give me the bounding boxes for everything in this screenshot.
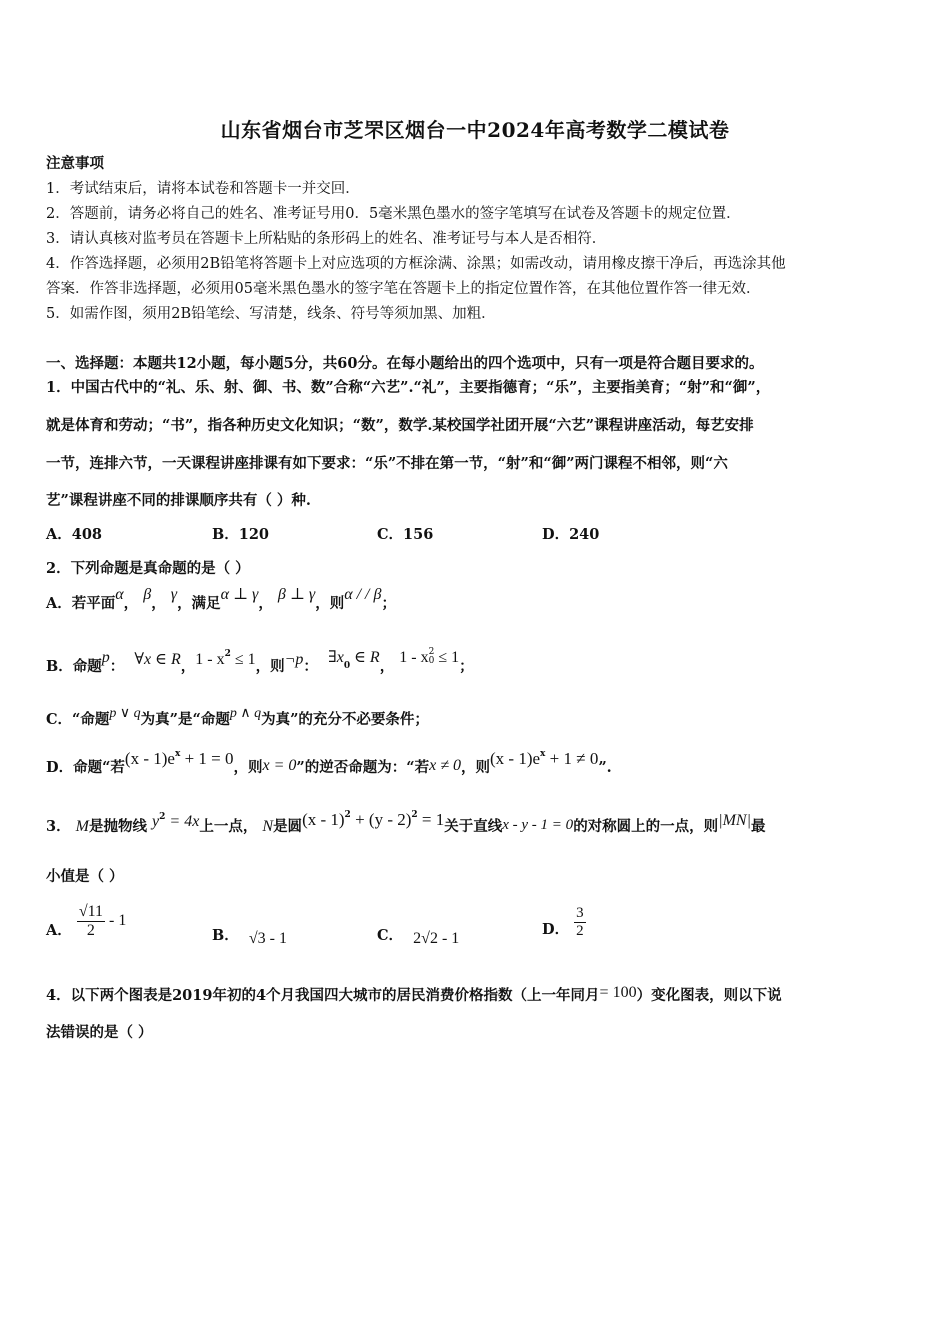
q1-option-a: A．408 bbox=[46, 526, 103, 543]
notice-item: 4．作答选择题，必须用2B铅笔将答题卡上对应选项的方框涂满、涂黑；如需改动，请用橡皮擦干净后，再选涂其他 bbox=[46, 256, 786, 272]
q1-line: 就是体育和劳动；“书”，指各种历史文化知识；“数”，数学.某校国学社团开展“六艺”课程讲座活动，每艺安排 bbox=[46, 417, 754, 434]
q2-option-a: A．若平面α， β， γ，满足α ⊥ γ， β ⊥ γ，则α / / β； bbox=[46, 586, 396, 612]
q1-option-b: B．120 bbox=[212, 526, 270, 543]
q1-line: 1．中国古代中的“礼、乐、射、御、书、数”合称“六艺”.“礼”，主要指德育；“乐”，主要指美育；“射”和“御”， bbox=[46, 379, 771, 396]
page-title: 山东省烟台市芝罘区烟台一中2024年高考数学二模试卷 bbox=[220, 118, 730, 142]
q4-stem-line2: 法错误的是（ ） bbox=[46, 1024, 153, 1041]
q1-option-c: C．156 bbox=[377, 526, 434, 543]
q1-option-d: D．240 bbox=[542, 526, 600, 543]
section-heading: 一、选择题：本题共12小题，每小题5分，共60分。在每小题给出的四个选项中，只有一项是符合题目要求的。 bbox=[46, 355, 764, 372]
q2-option-b: B．命题p： ∀x ∈ R，$1 - x^2 \le 1$，则¬p： $\exists x_0$ ∈ R， 1 - x 2 0 ≤ 1； bbox=[46, 647, 474, 675]
q3-option-c: C． 2√2 - 1 bbox=[377, 927, 460, 947]
q3-option-a: A． $\frac{√11}{2}$ - 1 bbox=[46, 903, 127, 940]
notice-item: 3．请认真核对监考员在答题卡上所粘贴的条形码上的姓名、准考证号与本人是否相符． bbox=[46, 231, 607, 247]
q3-option-b: B． √3 - 1 bbox=[212, 927, 287, 947]
q3-stem: 3． M是抛物线 $y^2 = 4x$上一点， N是圆(x - 1)$^2$ + (y - 2)$^2$ = 1关于直线x - y - 1 = 0的对称圆上的一点，则|MN|最 bbox=[46, 810, 766, 835]
notice-heading: 注意事项 bbox=[46, 155, 104, 172]
q1-line: 艺”课程讲座不同的排课顺序共有（ ）种. bbox=[46, 492, 311, 509]
q2-option-c: C．“命题p ∨ q为真”是“命题p ∧ q为真”的充分不必要条件； bbox=[46, 706, 429, 728]
q2-option-d: D．命题“若$(x - 1)e^x + 1 = 0$，则x = 0”的逆否命题为：“若x ≠ 0，则$(x - 1)e^x + 1 \ne 0$”. bbox=[46, 749, 612, 776]
q4-stem: 4．以下两个图表是2019年初的4个月我国四大城市的居民消费价格指数（上一年同月= 100）变化图表，则以下说 bbox=[46, 984, 782, 1004]
q3-stem-line2: 小值是（ ） bbox=[46, 868, 124, 885]
q2-stem: 2．下列命题是真命题的是（ ） bbox=[46, 560, 250, 577]
notice-item: 1．考试结束后，请将本试卷和答题卡一并交回． bbox=[46, 181, 360, 197]
notice-item: 答案．作答非选择题，必须用05毫米黑色墨水的签字笔在答题卡上的指定位置作答，在其他位置作答一律无效． bbox=[46, 281, 761, 297]
notice-item: 5．如需作图，须用2B铅笔绘、写清楚，线条、符号等须加黑、加粗． bbox=[46, 306, 496, 322]
notice-item: 2．答题前，请务必将自己的姓名、准考证号用0．5毫米黑色墨水的签字笔填写在试卷及答题卡的规定位置． bbox=[46, 206, 741, 222]
q3-option-d: D． $\frac{3}{2}$ bbox=[542, 905, 584, 939]
q1-line: 一节，连排六节，一天课程讲座排课有如下要求：“乐”不排在第一节，“射”和“御”两门课程不相邻，则“六 bbox=[46, 455, 728, 472]
